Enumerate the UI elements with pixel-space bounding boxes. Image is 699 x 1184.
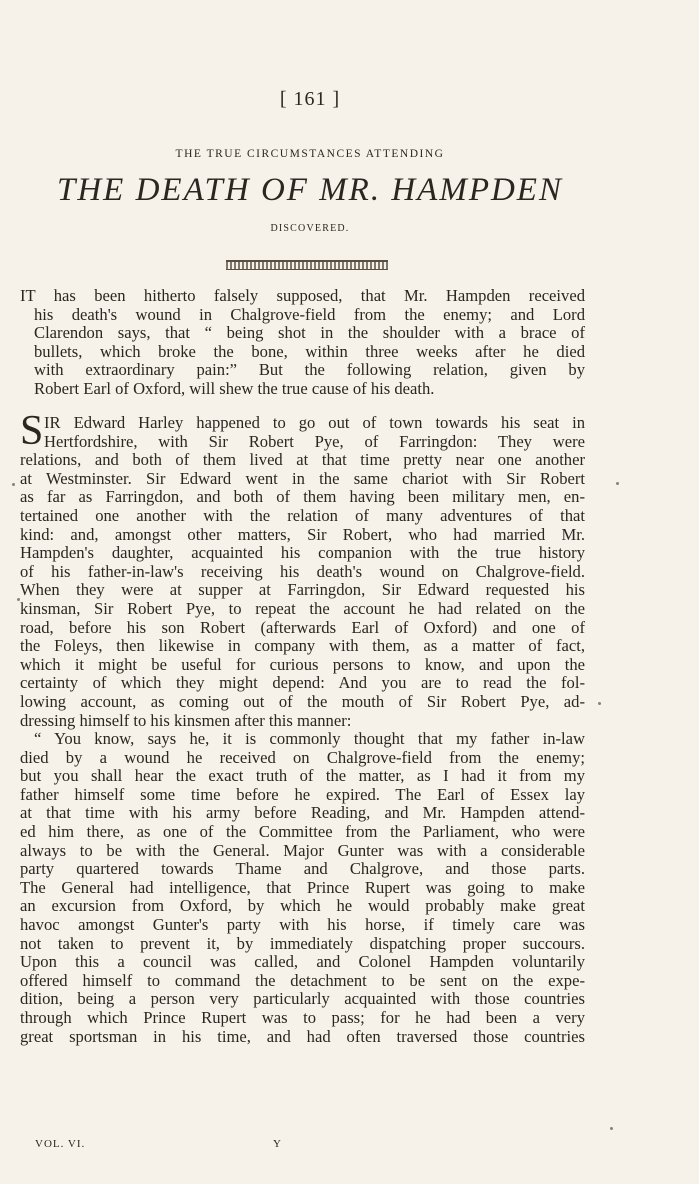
text-line: through which Prince Rupert was to pass; for he had been a very	[20, 1008, 585, 1027]
article-title: THE DEATH OF MR. HAMPDEN	[57, 172, 563, 208]
text-line: bullets, which broke the bone, within three weeks after he died	[34, 341, 585, 361]
text-line: great sportsman in his time, and had often traversed those countries	[20, 1026, 585, 1046]
ink-speck	[610, 1127, 613, 1130]
text-line: as far as Farringdon, and both of them having been military men, en-	[20, 487, 585, 507]
text-line: an excursion from Oxford, by which he would probably make great	[20, 896, 585, 916]
text-line: the Foleys, then likewise in company with them, as a matter of fact,	[20, 636, 585, 656]
decorative-rule	[226, 260, 388, 270]
text-line: lowing account, as coming out of the mouth of Sir Robert Pye, ad-	[20, 691, 585, 711]
text-line: Upon this a council was called, and Colonel Hampden voluntarily	[20, 952, 585, 972]
text-line: ed him there, as one of the Committee from the Parliament, who were	[20, 822, 585, 842]
text-line: Hampden's daughter, acquainted his companion with the true history	[20, 543, 585, 563]
text-line: relations, and both of them lived at that time pretty near one another	[20, 450, 585, 470]
text-line: at that time with his army before Reading, and Mr. Hampden attend-	[20, 803, 585, 823]
ink-speck	[598, 702, 601, 705]
text-line: with extraordinary pain:” But the following relation, given by	[34, 360, 585, 380]
text-line: The General had intelligence, that Prince Rupert was going to make	[20, 877, 585, 897]
text-line: Clarendon says, that “ being shot in the shoulder with a brace of	[34, 323, 585, 343]
text-line: dressing himself to his kinsmen after this manner:	[20, 710, 352, 730]
text-line: which it might be useful for curious persons to know, and upon the	[20, 654, 585, 674]
text-line: his death's wound in Chalgrove-field from the enemy; and Lord	[34, 304, 585, 324]
text-line: IR Edward Harley happened to go out of town towards his seat in	[44, 413, 585, 432]
article-kicker: THE TRUE CIRCUMSTANCES ATTENDING	[175, 148, 445, 160]
ink-speck	[616, 482, 619, 485]
text-line: father himself some time before he expired. The Earl of Essex lay	[20, 784, 585, 804]
text-line: of his father-in-law's receiving his death's wound on Chalgrove-field.	[20, 561, 585, 581]
text-line: party quartered towards Thame and Chalgrove, and those parts.	[20, 859, 585, 879]
body-paragraph	[20, 414, 585, 1046]
text-line: “ You know, says he, it is commonly thought that my father in-law	[34, 729, 585, 749]
text-line: kinsman, Sir Robert Pye, to repeat the account he had related on the	[20, 598, 585, 618]
text-line: dition, being a person very particularly acquainted with those countries	[20, 989, 585, 1009]
volume-label: VOL. VI.	[35, 1138, 86, 1150]
text-line: IT has been hitherto falsely supposed, that Mr. Hampden received	[20, 286, 585, 305]
text-line: Robert Earl of Oxford, will shew the true cause of his death.	[34, 378, 435, 398]
ink-speck	[12, 483, 15, 486]
text-line: but you shall hear the exact truth of the matter, as I had it from my	[20, 766, 585, 786]
ink-speck	[17, 598, 20, 601]
text-line: always to be with the General. Major Gunter was with a considerable	[20, 840, 585, 860]
text-line: at Westminster. Sir Edward went in the same chariot with Sir Robert	[20, 468, 585, 488]
text-line: road, before his son Robert (afterwards Earl of Oxford) and one of	[20, 617, 585, 637]
intro-paragraph	[20, 287, 585, 399]
text-line: When they were at supper at Farringdon, Sir Edward requested his	[20, 580, 585, 600]
text-line: Hertfordshire, with Sir Robert Pye, of Farringdon: They were	[44, 431, 585, 451]
article-subtitle: DISCOVERED.	[270, 223, 350, 234]
text-line: tertained one another with the relation of many adventures of that	[20, 505, 585, 525]
page-number: [ 161 ]	[279, 88, 341, 110]
signature-mark: Y	[273, 1138, 282, 1150]
text-line: offered himself to command the detachment to be sent on the expe-	[20, 970, 585, 990]
text-line: havoc amongst Gunter's party with his horse, if timely care was	[20, 915, 585, 935]
text-line: certainty of which they might depend: And you are to read the fol-	[20, 673, 585, 693]
text-line: kind: and, amongst other matters, Sir Robert, who had married Mr.	[20, 524, 585, 544]
page-footer	[35, 1138, 335, 1150]
text-line: died by a wound he received on Chalgrove-field from the enemy;	[20, 747, 585, 767]
drop-cap: S	[20, 408, 44, 454]
text-line: not taken to prevent it, by immediately dispatching proper succours.	[20, 933, 585, 953]
